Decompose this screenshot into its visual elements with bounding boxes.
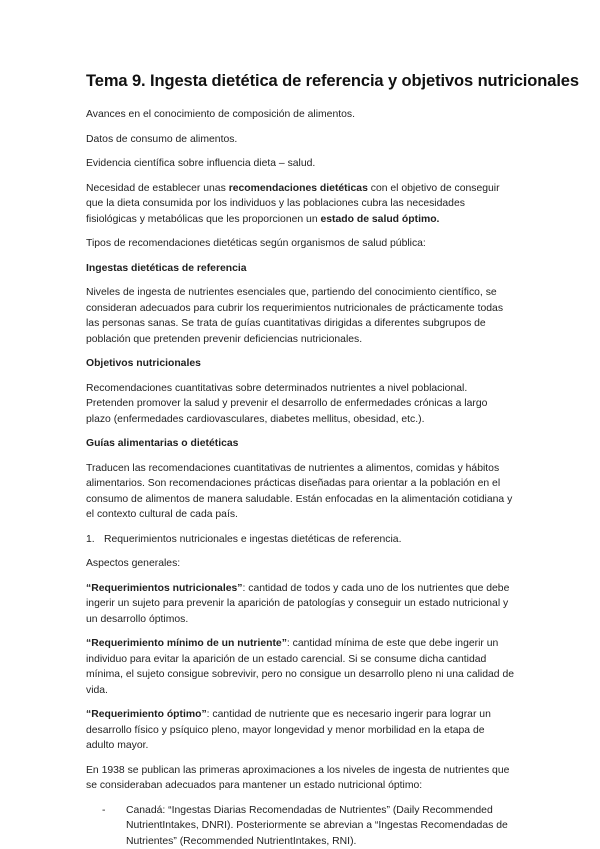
definition-optimo [86,707,514,754]
emphasis-estado-salud: estado de salud óptimo. [321,214,440,225]
definition-text: : cantidad de todos y cada uno de los nutrientes que debe ingerir un sujeto para prevenir la aparición de patologías y conseguir un estado nutricional y un desarrollo óptimos. [86,583,509,625]
paragraph-ingestas: Niveles de ingesta de nutrientes esenciales que, partiendo del conocimiento científico, se consideran adecuados para cubrir los requerimientos nutricionales de prácticamente todas las personas sanas. Se trata de guías cuantitativas dirigidas a diferentes subgrupos de población que pretenden prevenir deficiencias nutricionales. [86,285,514,347]
section-title: Requerimientos nutricionales e ingestas dietéticas de referencia. [104,532,401,548]
paragraph-tipos: Tipos de recomendaciones dietéticas según organismos de salud pública: [86,236,514,252]
definition-term: “Requerimiento óptimo” [86,709,207,720]
list-item-text: Canadá: “Ingestas Diarias Recomendadas de Nutrientes” (Daily Recommended NutrientIntakes, DNRI). Posteriormente se abrevian a “Ingestas Recomendadas de Nutrientes” (Recommended NutrientIntakes, RNI). [126,803,514,849]
section-number: 1. [86,532,104,548]
list-bullet: - [102,803,126,849]
definition-minimo [86,636,514,698]
page-title: Tema 9. Ingesta dietética de referencia y objetivos nutricionales [86,70,514,92]
paragraph-evidencia: Evidencia científica sobre influencia dieta – salud. [86,156,514,172]
paragraph-necesidad [86,181,514,228]
heading-objetivos: Objetivos nutricionales [86,356,514,372]
emphasis-recomendaciones: recomendaciones dietéticas [229,183,368,194]
list-item-canada [102,803,514,849]
definition-text: : cantidad de nutriente que es necesario ingerir para lograr un desarrollo físico y psíquico pleno, mayor longevidad y menor morbilidad en la etapa de adulto mayor. [86,709,491,751]
paragraph-guias: Traducen las recomendaciones cuantitativas de nutrientes a alimentos, comidas y hábitos alimentarios. Son recomendaciones prácticas diseñadas para orientar a la población en el consumo de alimentos de manera saludable. Están enfocadas en la alimentación cotidiana y el contexto cultural de cada país. [86,461,514,523]
section-heading-1 [86,532,514,548]
definition-term: “Requerimientos nutricionales” [86,583,242,594]
text-segment: Necesidad de establecer unas [86,183,229,194]
paragraph-objetivos: Recomendaciones cuantitativas sobre determinados nutrientes a nivel poblacional. Pretenden promover la salud y prevenir el desarrollo de enfermedades crónicas a largo plazo (enfermedades cardiovasculares, diabetes mellitus, obesidad, etc.). [86,381,514,428]
definition-term: “Requerimiento mínimo de un nutriente” [86,638,287,649]
heading-ingestas: Ingestas dietéticas de referencia [86,261,514,277]
paragraph-1938: En 1938 se publican las primeras aproximaciones a los niveles de ingesta de nutrientes que se consideraban adecuados para mantener un estado nutricional óptimo: [86,763,514,794]
paragraph-aspectos: Aspectos generales: [86,556,514,572]
definition-requerimientos [86,581,514,628]
definition-text: : cantidad mínima de este que debe ingerir un individuo para evitar la aparición de un estado carencial. Si se consume dicha cantidad mínima, el sujeto consigue sobrevivir, pero no consigue un desarrollo pleno ni una calidad de vida. [86,638,514,696]
heading-guias: Guías alimentarias o dietéticas [86,436,514,452]
text-segment: con el objetivo de conseguir que la dieta consumida por los individuos y las poblaciones cubra las necesidades fisiológicas y metabólicas que les proporcionen un [86,183,500,225]
paragraph-datos: Datos de consumo de alimentos. [86,132,514,148]
paragraph-avances: Avances en el conocimiento de composición de alimentos. [86,107,514,123]
